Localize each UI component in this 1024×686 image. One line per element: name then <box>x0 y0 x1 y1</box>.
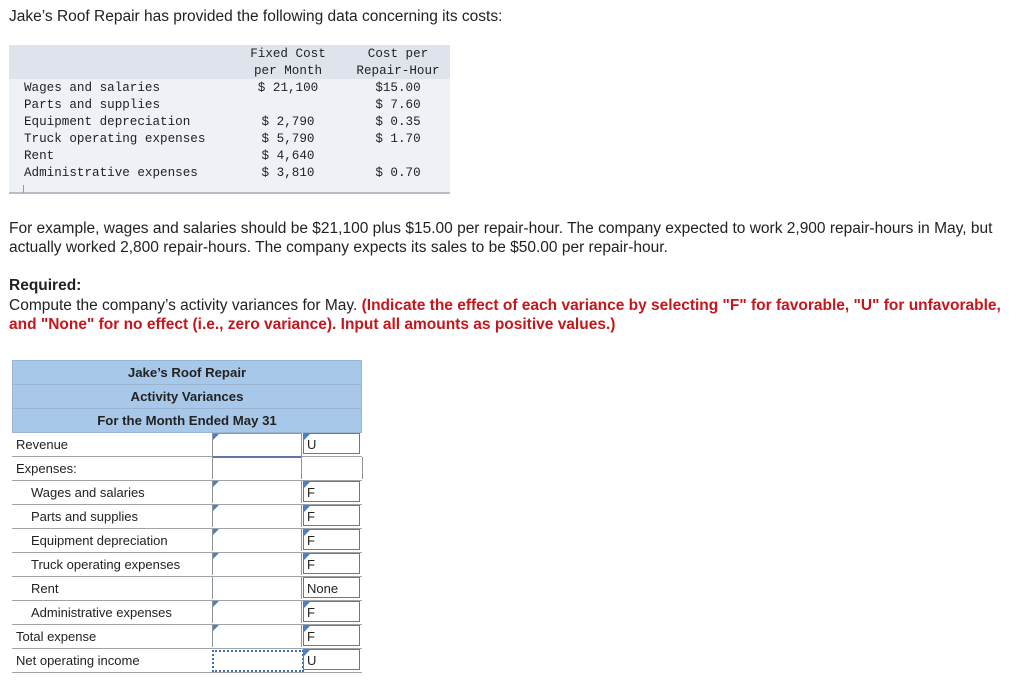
total-effect-select[interactable] <box>303 625 360 646</box>
cost-row-variable: $ 7.60 <box>375 98 421 112</box>
row-label: Truck operating expenses <box>31 557 181 572</box>
activity-variance-table <box>12 360 362 673</box>
effect-value: F <box>307 629 315 644</box>
total-amount-input[interactable] <box>212 625 302 647</box>
amount-input[interactable] <box>212 481 302 503</box>
cost-row-variable: $15.00 <box>375 81 421 95</box>
variance-table-period: For the Month Ended May 31 <box>12 408 362 433</box>
header-fixed-line2: per Month <box>253 64 323 78</box>
cost-row-variable: $ 0.70 <box>375 166 421 180</box>
amount-input[interactable] <box>212 553 302 575</box>
select-marker-icon <box>304 506 310 512</box>
required-heading: Required: <box>9 277 82 294</box>
cost-row-label: Truck operating expenses <box>24 132 206 146</box>
table-row-expenses-header <box>12 457 362 481</box>
table-row <box>12 481 362 505</box>
cost-row-fixed: $ 2,790 <box>261 115 315 129</box>
input-marker-icon <box>213 481 219 487</box>
effect-select[interactable] <box>303 481 360 502</box>
effect-select[interactable] <box>303 577 360 598</box>
select-marker-icon <box>304 554 310 560</box>
revenue-effect-select[interactable] <box>303 433 360 454</box>
intro-text: Jake’s Roof Repair has provided the following data concerning its costs: <box>9 8 503 25</box>
table-row <box>12 553 362 577</box>
row-label: Equipment depreciation <box>31 533 168 548</box>
cost-row-label: Parts and supplies <box>24 98 161 112</box>
effect-value: F <box>307 485 315 500</box>
effect-select[interactable] <box>303 601 360 622</box>
blank-cell <box>300 457 363 479</box>
table-divider <box>23 185 24 193</box>
row-label: Expenses: <box>16 461 77 476</box>
table-row <box>12 529 362 553</box>
cost-row-fixed: $ 21,100 <box>257 81 319 95</box>
input-marker-icon <box>213 505 219 511</box>
cost-data-table <box>9 45 450 194</box>
amount-input[interactable] <box>212 505 302 527</box>
effect-select[interactable] <box>303 553 360 574</box>
header-var-line2: Repair-Hour <box>356 64 440 78</box>
amount-input[interactable] <box>212 577 302 599</box>
select-marker-icon <box>304 626 310 632</box>
row-label: Wages and salaries <box>31 485 145 500</box>
variance-table-subtitle: Activity Variances <box>12 384 362 408</box>
input-marker-icon <box>213 625 219 631</box>
table-row-net-operating-income <box>12 649 362 673</box>
blank-cell <box>212 457 302 479</box>
cost-row-variable: $ 1.70 <box>375 132 421 146</box>
table-row <box>12 505 362 529</box>
variance-table-title: Jake’s Roof Repair <box>12 360 362 384</box>
cost-row-label: Wages and salaries <box>24 81 161 95</box>
cost-row-variable: $ 0.35 <box>375 115 421 129</box>
row-label: Total expense <box>16 629 97 644</box>
header-var-line1: Cost per <box>367 47 429 61</box>
required-text <box>9 296 1009 334</box>
cost-row-fixed: $ 3,810 <box>261 166 315 180</box>
effect-select[interactable] <box>303 505 360 526</box>
cost-row-label: Administrative expenses <box>24 166 198 180</box>
amount-input[interactable] <box>212 529 302 551</box>
row-label: Rent <box>31 581 59 596</box>
table-row-revenue <box>12 433 362 457</box>
required-prompt: Compute the company’s activity variances for May. <box>9 297 362 314</box>
required-instruction: (Indicate the effect of each variance by selecting "F" for favorable, "U" for unfavorable, and "None" for no effect (i.e., zero variance). Input all amounts as positive values.) <box>9 297 1001 333</box>
select-marker-icon <box>304 602 310 608</box>
effect-value: F <box>307 533 315 548</box>
input-marker-icon <box>213 553 219 559</box>
table-row-total-expense <box>12 625 362 649</box>
effect-value: U <box>307 437 317 452</box>
table-row <box>12 577 362 601</box>
input-marker-icon <box>213 601 219 607</box>
noi-amount-input[interactable] <box>212 650 304 672</box>
header-fixed-line1: Fixed Cost <box>250 47 326 61</box>
cost-row-fixed: $ 4,640 <box>261 149 315 163</box>
input-marker-icon <box>213 434 219 440</box>
amount-input[interactable] <box>212 601 302 623</box>
effect-value: None <box>307 581 339 596</box>
revenue-amount-input[interactable] <box>212 433 302 458</box>
effect-value: F <box>307 557 315 572</box>
effect-value: F <box>307 509 315 524</box>
cost-row-label: Rent <box>24 149 55 163</box>
effect-value: U <box>307 653 317 668</box>
row-label: Parts and supplies <box>31 509 138 524</box>
row-label: Revenue <box>16 437 69 452</box>
effect-select[interactable] <box>303 529 360 550</box>
noi-effect-select[interactable] <box>303 649 360 670</box>
table-row <box>12 601 362 625</box>
effect-value: F <box>307 605 315 620</box>
select-marker-icon <box>304 530 310 536</box>
cost-row-label: Equipment depreciation <box>24 115 191 129</box>
select-marker-icon <box>304 434 310 440</box>
select-marker-icon <box>304 650 310 656</box>
input-marker-icon <box>213 529 219 535</box>
problem-paragraph: For example, wages and salaries should be $21,100 plus $15.00 per repair-hour. The company expected to work 2,900 repair-hours in May, but actually worked 2,800 repair-hours. The company expects its sales to be $50.00 per repair-hour. <box>9 220 993 256</box>
row-label: Net operating income <box>16 653 140 668</box>
cost-row-fixed: $ 5,790 <box>261 132 315 146</box>
select-marker-icon <box>304 482 310 488</box>
row-label: Administrative expenses <box>31 605 172 620</box>
